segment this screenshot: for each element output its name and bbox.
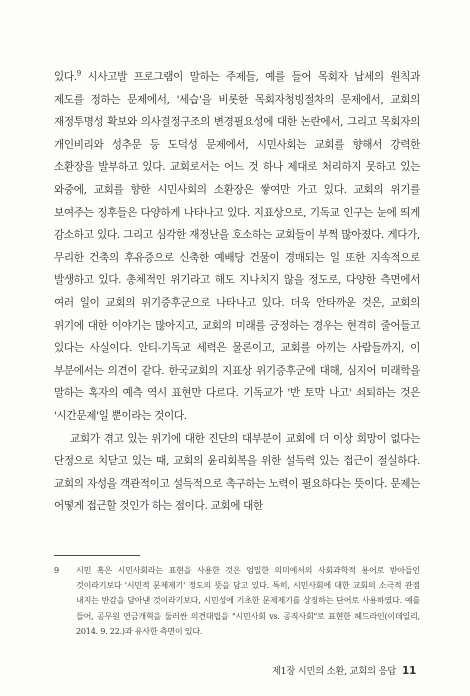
footnote-reference[interactable]: 9 [76, 69, 81, 78]
page-number: 11 [401, 665, 416, 677]
paragraph-2: 교회가 겪고 있는 위기에 대한 진단의 대부분이 교회에 더 이상 희망이 없다는 단정으로 치닫고 있는 때, 교회의 윤리회복을 위한 설득력 있는 접근이 절실하다. 교회의 자성을 객관적이고 설득적으로 촉구하는 노력이 필요하다는 뜻이다. 문제는 어떻게 접근할 것인가 하는 점이다. 교회에 대한 [54, 432, 420, 513]
footnote-number: 9 [54, 565, 59, 575]
footnote-divider [54, 555, 140, 556]
chapter-running-head: 제1장 시민의 소환, 교회의 응답 [271, 666, 396, 677]
footnote-text: 시민 혹은 시민사회라는 표현을 사용한 것은 엄밀한 의미에서의 사회과학적 용어로 받아들인 것이라기보다 '시민적 문제제기' 정도의 뜻을 담고 있다. 특히, 시민사회에 대한 교회의 소극적 관점 내지는 반감을 담아낸 것이라기보다, 시민성에 기초한 문제제기를 상징하는 단어로 사용하였다. 예를 들어, 공무원 연금개혁을 둘러싼 의견대립을 "시민사회 vs. 공직사회"로 표현한 헤드라인(이데일리, 2014. 9. 22.)과 유사한 측면이 있다. [76, 565, 420, 636]
body-text [54, 66, 420, 518]
running-footer [272, 663, 416, 677]
paragraph-1-start: 있다. [54, 71, 77, 83]
paragraph-1-rest: 시사고발 프로그램이 말하는 주제들, 예를 들어 목회자 납세의 원칙과 제도를 정하는 문제에서, '세습'을 비롯한 목회자청빙절차의 문제에서, 교회의 재정투명성 확보와 의사결정구조의 변경필요성에 대한 논란에서, 그리고 목회자의 개인비리와 성추문 등 도덕성 문제에서, 시민사회는 교회를 향해서 강력한 소환장을 발부하고 있다. 교회로서는 어느 것 하나 제대로 처리하지 못하고 있는 와중에, 교회를 향한 시민사회의 소환장은 쌓여만 가고 있다. 교회의 위기를 보여주는 징후들은 다양하게 나타나고 있다. 지표상으로, 기독교 인구는 눈에 띄게 감소하고 있다. 그리고 심각한 재정난을 호소하는 교회들이 부쩍 많아졌다. 게다가, 무리한 건축의 후유증으로 신축한 예배당 건물이 경매되는 일 또한 지속적으로 발생하고 있다. 총체적인 위기라고 해도 지나치지 않을 정도로, 다양한 측면에서 여러 일이 교회의 위기증후군으로 나타나고 있다. 더욱 안타까운 것은, 교회의 위기에 대한 이야기는 많아지고, 교회의 미래를 긍정하는 경우는 현격히 줄어들고 있다는 사실이다. 안티-기독교 세력은 물론이고, 교회를 아끼는 사람들까지, 이 부분에서는 의견이 같다. 한국교회의 지표상 위기증후군에 대해, 심지어 미래학을 말하는 혹자의 예측 역시 표현만 다르다. 기독교가 '반 토막 나고' 쇠퇴하는 것은 '시간문제'일 뿐이라는 것이다. [54, 71, 420, 422]
footnote-9 [54, 563, 420, 639]
paragraph-1 [54, 66, 420, 428]
